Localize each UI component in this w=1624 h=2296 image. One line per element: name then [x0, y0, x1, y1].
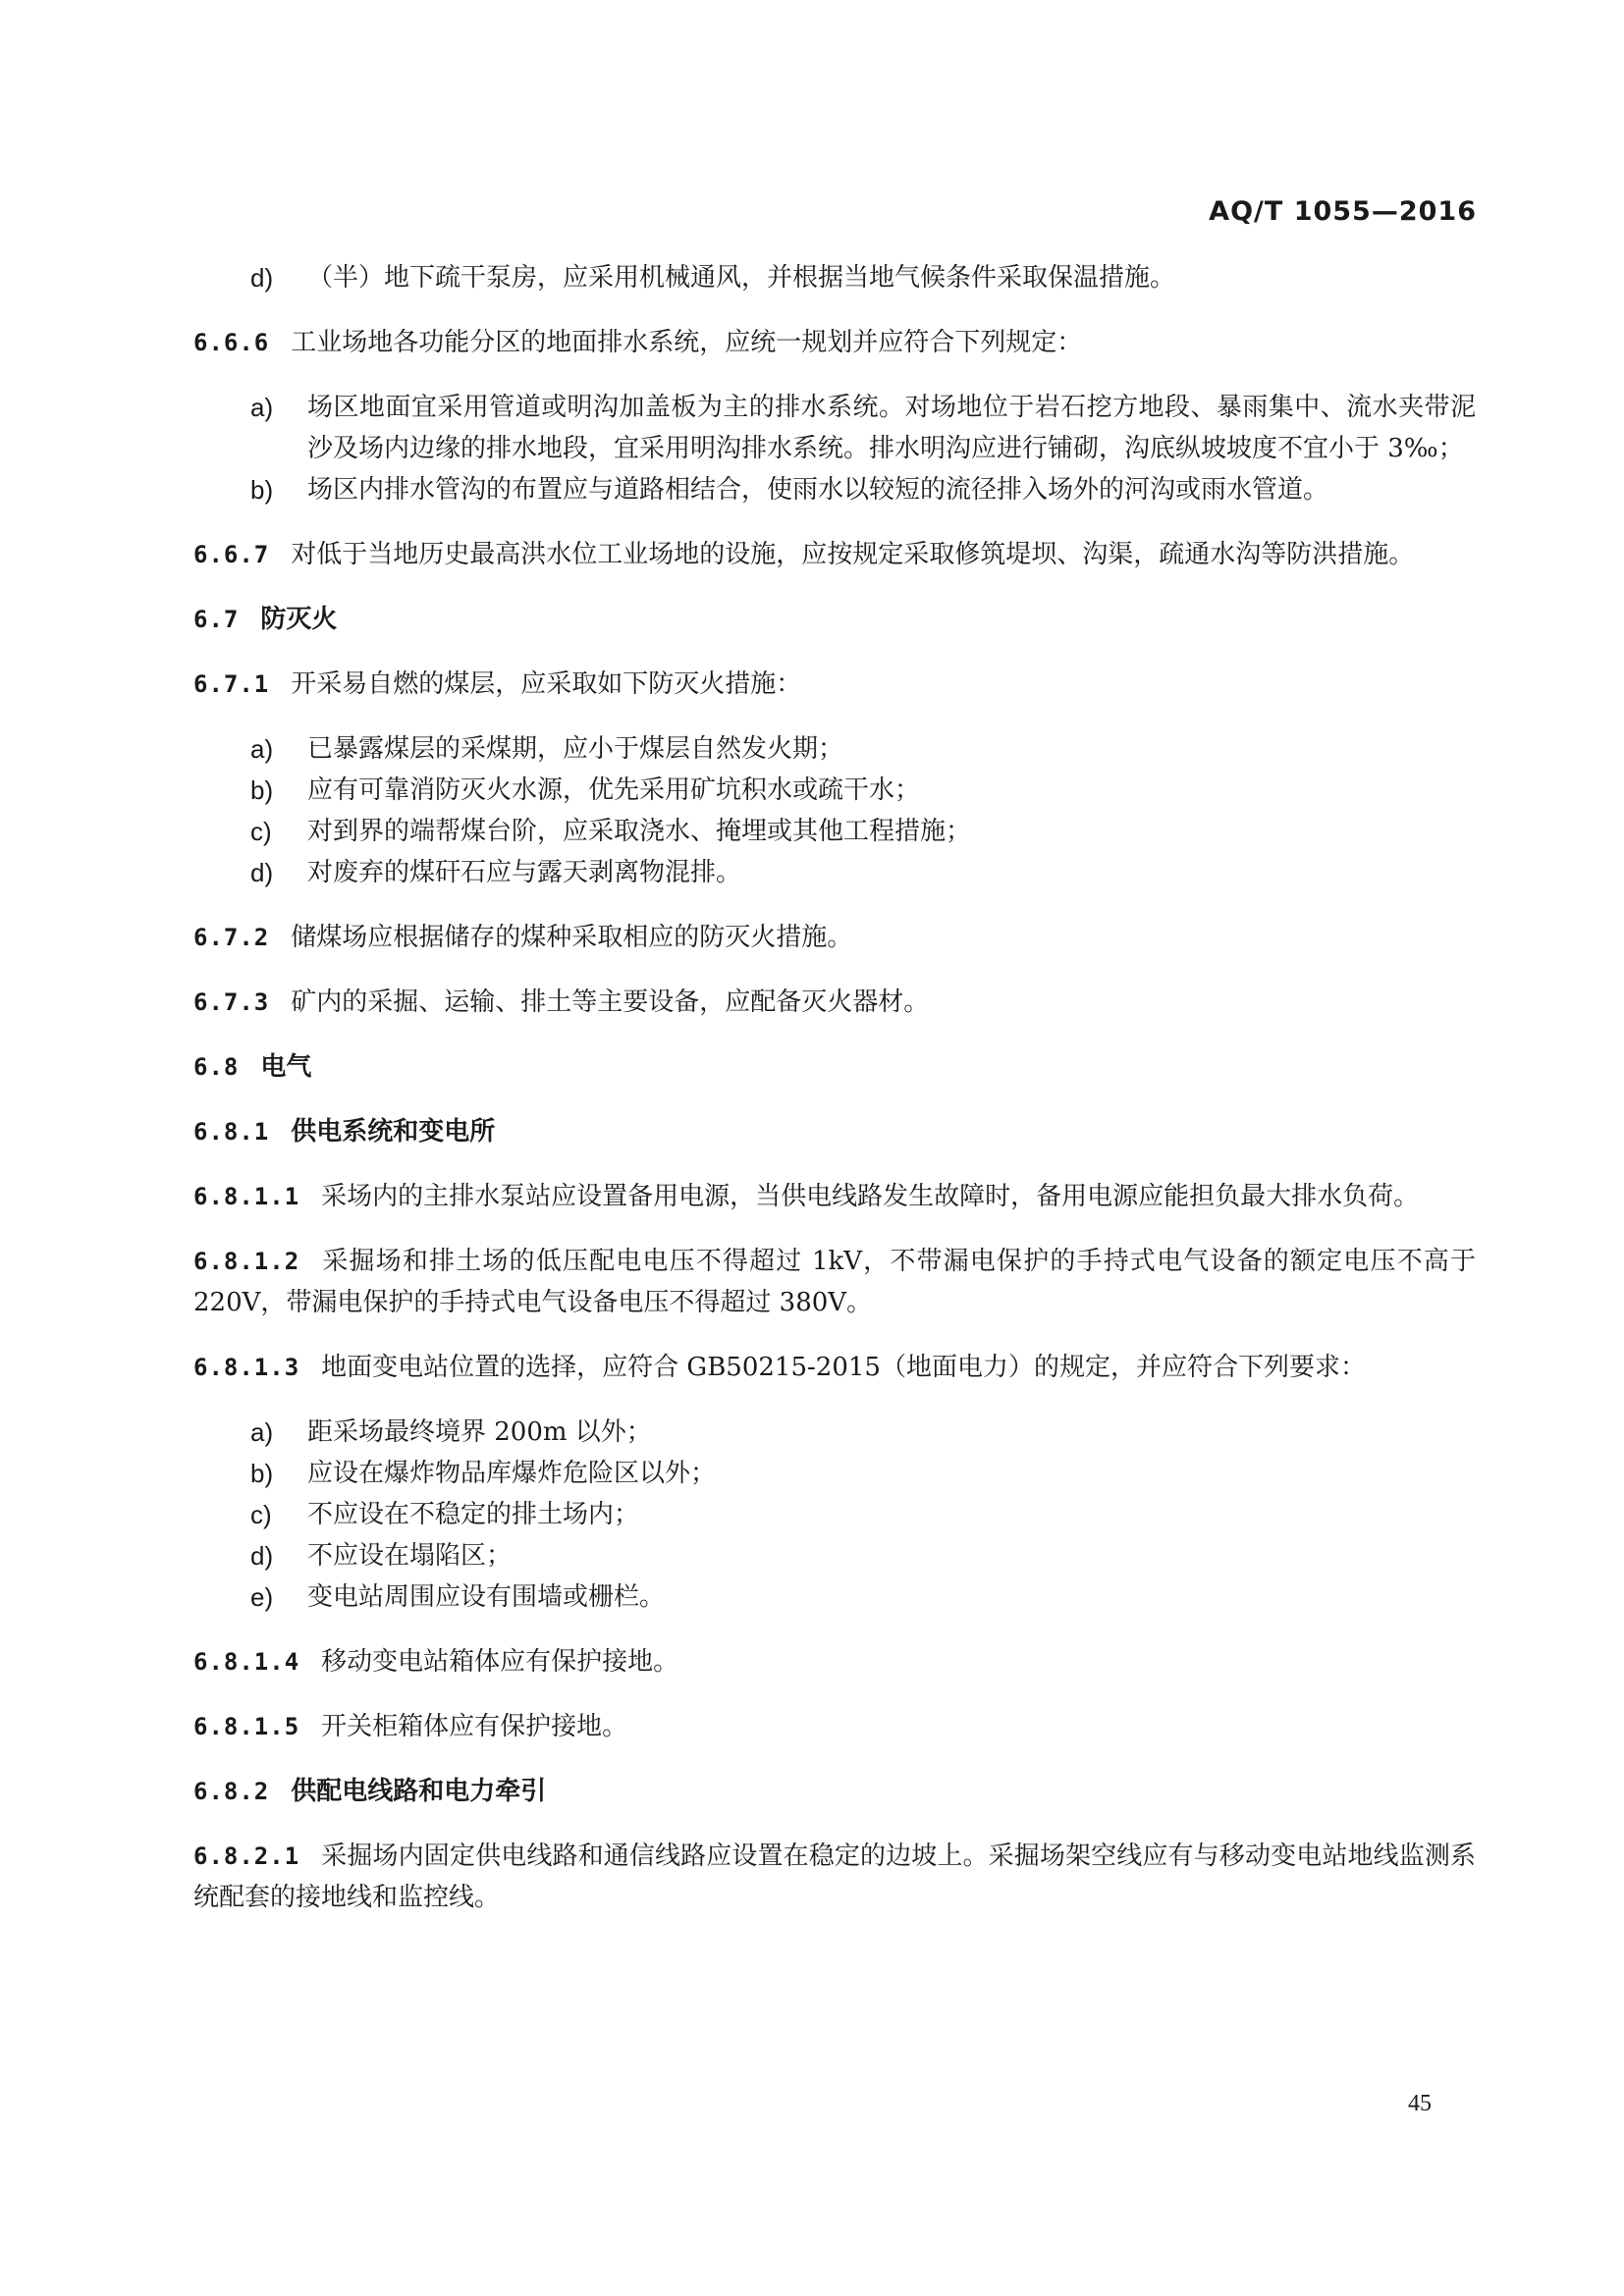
list-item: c) 不应设在不稳定的排土场内； [250, 1500, 640, 1529]
list-6-6-5-cont [193, 257, 1476, 298]
list-6-7-1 [193, 728, 1476, 893]
list-item: a) 已暴露煤层的采煤期，应小于煤层自然发火期； [250, 734, 844, 764]
clause-6-8-1-2: 6.8.1.2 采掘场和排土场的低压配电电压不得超过 1kV，不带漏电保护的手持式电气设备的额定电压不高于 220V，带漏电保护的手持式电气设备电压不得超过 380V。 [193, 1247, 1476, 1317]
list-item: b) 应设在爆炸物品库爆炸危险区以外； [250, 1459, 717, 1488]
list-item: d) （半）地下疏干泵房，应采用机械通风，并根据当地气候条件采取保温措施。 [250, 263, 1176, 293]
section-heading-6-8: 6.8 电气 [193, 1052, 312, 1082]
list-item: c) 对到界的端帮煤台阶，应采取浇水、掩埋或其他工程措施； [250, 817, 972, 846]
clause-6-8-1-3: 6.8.1.3 地面变电站位置的选择，应符合 GB50215-2015（地面电力）的规定，并应符合下列要求： [193, 1353, 1366, 1382]
list-item: d) 对废弃的煤矸石应与露天剥离物混排。 [250, 858, 742, 887]
clause-6-8-1-1: 6.8.1.1 采场内的主排水泵站应设置备用电源，当供电线路发生故障时，备用电源应能担负最大排水负荷。 [193, 1182, 1420, 1211]
clause-6-7-2: 6.7.2 储煤场应根据储存的煤种采取相应的防灭火措施。 [193, 923, 853, 952]
section-heading-6-7: 6.7 防灭火 [193, 605, 338, 634]
document-body [193, 257, 1476, 1942]
list-6-8-1-3 [193, 1412, 1476, 1618]
clause-6-8-2-1: 6.8.2.1 采掘场内固定供电线路和通信线路应设置在稳定的边坡上。采掘场架空线应有与移动变电站地线监测系统配套的接地线和监控线。 [193, 1842, 1476, 1912]
clause-6-8-1-4: 6.8.1.4 移动变电站箱体应有保护接地。 [193, 1647, 679, 1677]
list-item: e) 变电站周围应设有围墙或栅栏。 [250, 1582, 666, 1612]
list-item: a) 距采场最终境界 200m 以外； [250, 1417, 652, 1447]
section-heading-6-8-2: 6.8.2 供配电线路和电力牵引 [193, 1777, 547, 1806]
standard-code: AQ/T 1055—2016 [1209, 196, 1477, 227]
clause-6-7-1: 6.7.1 开采易自燃的煤层，应采取如下防灭火措施： [193, 669, 802, 699]
list-item: d) 不应设在塌陷区； [250, 1541, 513, 1571]
list-item: b) 场区内排水管沟的布置应与道路相结合，使雨水以较短的流径排入场外的河沟或雨水管道。 [250, 475, 1329, 505]
list-item: b) 应有可靠消防灭火水源，优先采用矿坑积水或疏干水； [250, 775, 921, 805]
list-item: a) 场区地面宜采用管道或明沟加盖板为主的排水系统。对场地位于岩石挖方地段、暴雨集中、流水夹带泥沙及场内边缘的排水地段，宜采用明沟排水系统。排水明沟应进行铺砌，沟底纵坡坡度不宜小于 3‰； [250, 393, 1476, 463]
section-heading-6-8-1: 6.8.1 供电系统和变电所 [193, 1117, 496, 1147]
list-6-6-6 [193, 387, 1476, 510]
clause-6-7-3: 6.7.3 矿内的采掘、运输、排土等主要设备，应配备灭火器材。 [193, 988, 930, 1017]
clause-6-8-1-5: 6.8.1.5 开关柜箱体应有保护接地。 [193, 1712, 628, 1741]
clause-6-6-6: 6.6.6 工业场地各功能分区的地面排水系统，应统一规划并应符合下列规定： [193, 328, 1083, 357]
clause-6-6-7: 6.6.7 对低于当地历史最高洪水位工业场地的设施，应按规定采取修筑堤坝、沟渠，疏通水沟等防洪措施。 [193, 540, 1415, 569]
page-number: 45 [1408, 2091, 1432, 2116]
